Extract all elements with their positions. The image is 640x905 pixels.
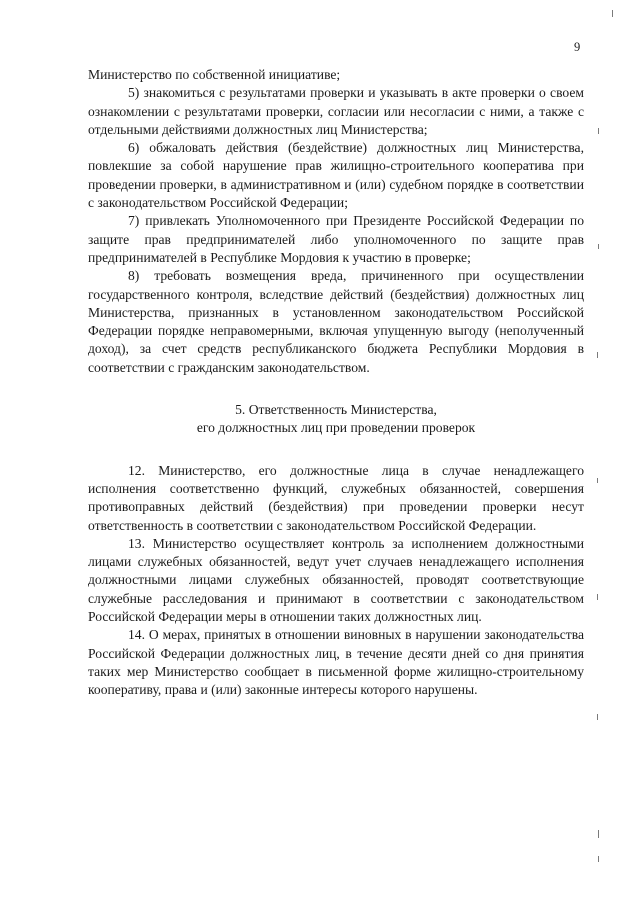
scan-mark <box>598 244 599 249</box>
list-continuation: Министерство по собственной инициативе; <box>88 67 341 82</box>
paragraph-14: 14. О мерах, принятых в отношении виновных в нарушении законодательства Российской Федерации должностных лиц, в течение десяти дней со дня принятия таких мер Министерство сообщает в письменной форме жилищно-строительному кооперативу, права и (или) законные интересы которого нарушены. <box>88 627 584 698</box>
paragraph-13: 13. Министерство осуществляет контроль за исполнением должностными лицами служебных обязанностей, ведут учет случаев ненадлежащего исполнения должностными лицами служебных обязанностей, проводят соответствующие служебные расследования и принимают в соответствии с законодательством Российской Федерации меры в отношении таких должностных лиц. <box>88 535 584 625</box>
section-heading <box>88 401 584 438</box>
scan-mark <box>597 352 598 358</box>
page-number: 9 <box>574 40 581 54</box>
paragraph-12: 12. Министерство, его должностные лица в случае ненадлежащего исполнения соответственно функций, служебных обязанностей, совершения противоправных действий (бездействия) при проведении проверки несут ответственность в соответствии с законодательством Российской Федерации. <box>88 462 584 533</box>
section-heading-line-1: 5. Ответственность Министерства, <box>235 402 437 418</box>
scan-mark <box>597 714 598 720</box>
list-item-7: 7) привлекать Уполномоченного при Президенте Российской Федерации по защите прав предпринимателей либо уполномоченного по защите прав предпринимателей в Республике Мордовия к участию в проверке; <box>88 213 584 265</box>
scan-mark <box>598 830 599 838</box>
document-body <box>88 66 584 700</box>
scan-mark <box>597 594 598 600</box>
scan-mark <box>598 856 599 862</box>
section-heading-line-2: его должностных лиц при проведении проверок <box>196 420 476 436</box>
scan-mark <box>598 128 599 134</box>
scan-mark <box>612 10 613 17</box>
list-item-8: 8) требовать возмещения вреда, причиненного при осуществлении государственного контроля, вследствие действий (бездействия) должностных лиц Министерства, признанных в установленном законодательством Российской Федерации порядке неправомерными, включая упущенную выгоду (неполученный доход), за счет средств республиканского бюджета Республики Мордовия в соответствии с гражданским законодательством. <box>88 268 584 375</box>
scan-mark <box>597 478 598 483</box>
list-item-6: 6) обжаловать действия (бездействие) должностных лиц Министерства, повлекшие за собой нарушение прав жилищно-строительного кооператива при проведении проверки, в административном и (или) судебном порядке в соответствии с законодательством Российской Федерации; <box>88 140 584 211</box>
list-item-5: 5) знакомиться с результатами проверки и указывать в акте проверки о своем ознакомлении с результатами проверки, согласии или несогласии с ними, а также с отдельными действиями должностных лиц Министерства; <box>88 85 584 137</box>
